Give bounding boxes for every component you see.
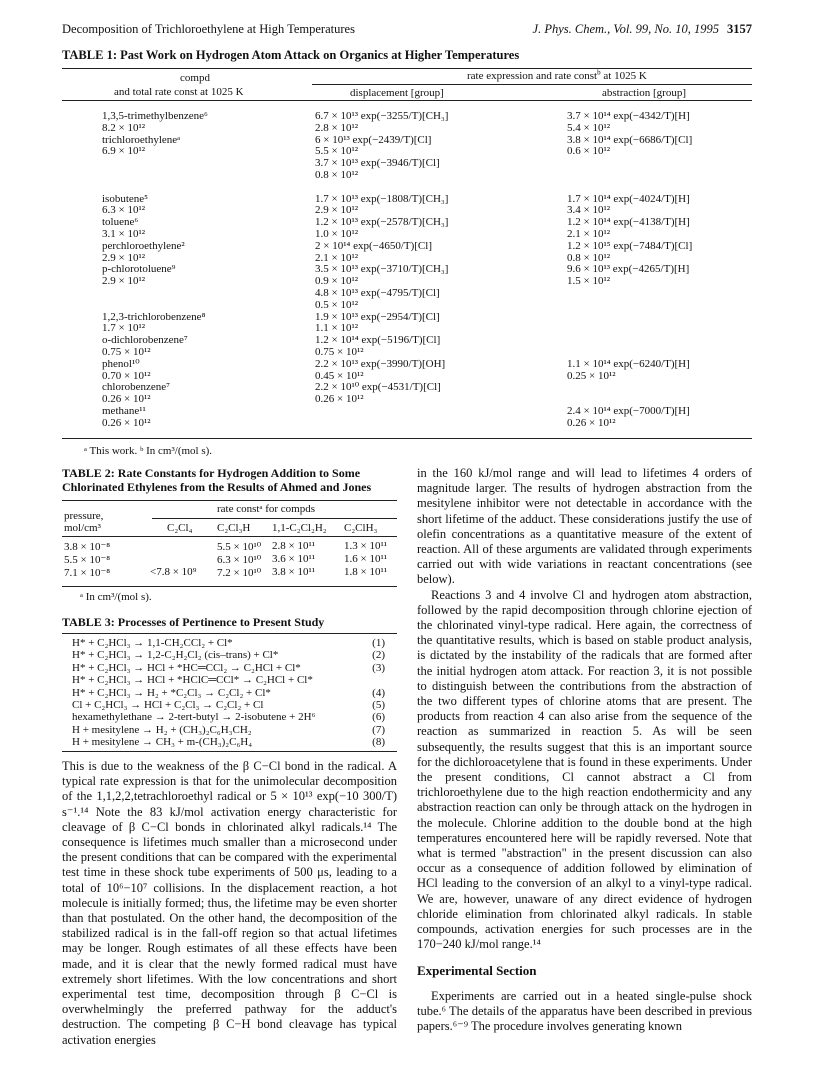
table1-cell — [315, 406, 448, 418]
table1-cell: p-chlorotoluene⁹ — [102, 263, 176, 276]
right-column — [417, 466, 752, 1034]
table2-cell: 7.2 × 10¹⁰ — [217, 567, 262, 579]
table1-head-compd-2: and total rate const at 1025 K — [114, 86, 244, 98]
table1-cell: 2.2 × 10¹³ exp(−3990/T)[OH] — [315, 357, 446, 370]
table1-cell — [102, 288, 208, 300]
table1-cell: 0.6 × 10¹² — [567, 145, 611, 158]
table1-cell: 2.2 × 10¹⁰ exp(−4531/T)[Cl] — [315, 381, 441, 394]
reaction-equation: H* + C₂HCl₃ → HCl + *HClC═CCl* → C₂HCl + Cl* — [72, 674, 313, 687]
table1-cell — [567, 182, 692, 194]
table1-cell: 1.2 × 10¹⁵ exp(−7484/T)[Cl] — [567, 239, 693, 252]
table1-cell: 0.25 × 10¹² — [567, 369, 616, 382]
table3-caption: TABLE 3: Processes of Pertinence to Present Study — [62, 615, 325, 629]
reaction-number: (2) — [372, 649, 385, 662]
table1-cell: 3.5 × 10¹³ exp(−3710/T)[CH₃] — [315, 263, 449, 276]
reaction-number: (6) — [372, 711, 385, 724]
article-title-header: Decomposition of Trichloroethylene at High Temperatures — [62, 22, 355, 36]
reaction-equation: Cl + C₂HCl₃ → HCl + C₂Cl₃ → C₂Cl₂ + Cl — [72, 699, 264, 711]
table1-span-rule — [312, 84, 752, 85]
table1-cell: 1.7 × 10¹⁴ exp(−4024/T)[H] — [567, 192, 690, 205]
table1-cell: 8.2 × 10¹² — [102, 121, 146, 134]
table2-head-units: mol/cm³ — [64, 522, 101, 534]
page-number: 3157 — [727, 22, 752, 36]
table1-cell — [102, 158, 208, 170]
table1-cell: 0.8 × 10¹² — [567, 251, 611, 264]
table2-head-rate: rate constᵃ for compds — [217, 503, 316, 515]
table1-cell: 3.4 × 10¹² — [567, 204, 611, 217]
table1-displacement-column — [315, 111, 448, 430]
table2-cell: 3.8 × 10⁻⁸ — [64, 541, 111, 553]
table2-head-pressure: pressure, — [64, 510, 104, 522]
table2-cell: <7.8 × 10⁹ — [150, 566, 197, 578]
right-paragraph-3: Experiments are carried out in a heated single-pulse shock tube.⁶ The details of the apparatus have been described in previous papers.⁶⁻⁹ The procedure involves generating known — [417, 988, 752, 1033]
reaction-equation: H* + C₂HCl₃ → 1,2-C₂H₂Cl₂ (cis–trans) + Cl* — [72, 649, 279, 662]
table1-cell — [102, 170, 208, 182]
table1-cell: 3.7 × 10¹⁴ exp(−4342/T)[H] — [567, 110, 690, 122]
table2-head-col: 1,1-C₂Cl₂H₂ — [272, 522, 327, 534]
table2-cell: 1.3 × 10¹¹ — [344, 540, 388, 552]
reaction-number: (4) — [372, 686, 385, 699]
table1-head-displacement: displacement [group] — [350, 87, 444, 99]
table1-cell: 1.0 × 10¹² — [315, 227, 359, 240]
table1-cell: 6.3 × 10¹² — [102, 204, 146, 217]
table1-cell: isobutene⁵ — [102, 192, 148, 205]
table1-cell: 1.9 × 10¹³ exp(−2954/T)[Cl] — [315, 310, 440, 323]
table3-row — [62, 674, 397, 686]
reaction-number: (1) — [372, 637, 385, 649]
reaction-equation: hexamethylethane → 2-tert-butyl → 2-isobutene + 2H⁶ — [72, 711, 316, 724]
table1-cell — [102, 182, 208, 194]
table1-cell: 0.26 × 10¹² — [102, 393, 151, 406]
table1-cell: 1,3,5-trimethylbenzene⁶ — [102, 110, 208, 122]
table2-cell: 2.8 × 10¹¹ — [272, 540, 316, 552]
table1-cell: chlorobenzene⁷ — [102, 381, 170, 394]
table1-head-compd: compd — [180, 72, 210, 84]
table1-cell: 2.1 × 10¹² — [567, 227, 611, 240]
table3-row — [62, 736, 397, 748]
table1-cell: 1.7 × 10¹³ exp(−1808/T)[CH₃] — [315, 192, 449, 205]
table2-cell: 1.6 × 10¹¹ — [344, 553, 388, 565]
table1-cell: 6 × 10¹³ exp(−2439/T)[Cl] — [315, 133, 432, 146]
table1-cell: 0.45 × 10¹² — [315, 369, 364, 382]
right-paragraph-1: in the 160 kJ/mol range and will lead to lifetimes 4 orders of magnitude larger. The results of hydrogen abstraction from the mesitylene inhibitor were not detectable in accordance with the short lifetime of the adduct. These considerations justify the use of olefin concentrations as a quantitative measure of the extent of reaction. All of these arguments are validated through experiments carried out with wide variations in reactant concentrations (see below). — [417, 466, 752, 587]
table1-head-rate: rate expression and rate const$^b$ at 1025 K — [467, 68, 647, 82]
table1-cell: 0.9 × 10¹² — [315, 275, 359, 288]
table1-cell: 1.5 × 10¹² — [567, 275, 611, 288]
table1-cell: 2.1 × 10¹² — [315, 251, 359, 264]
table2-head-col: C₂Cl₃H — [217, 522, 251, 534]
table1-cell: 0.26 × 10¹² — [102, 416, 151, 429]
table1-bottom-rule — [62, 438, 752, 439]
journal-name: J. Phys. Chem., Vol. 99, No. 10, 1995 — [532, 22, 719, 36]
reaction-number: (8) — [372, 736, 385, 749]
right-paragraph-2: Reactions 3 and 4 involve Cl and hydrogen atom abstraction, followed by the rapid decomposition through chlorine ejection of the chlorinated vinyl-type radical. Here again, the correctness of the quantitative results, which is based on stable product analysis, is dictated by the instability of the radicals that are formed after the initial hydrogen atom attack. For reaction 3, it is not possible to distinguish between the contributions from the abstraction of the two different types of chlorine atoms that are present. The products from reaction 4 can also arise from the sequence of the reaction as summarized in reaction 5. As will be seen subsequently, the results suggest that this is an important source for the dichloroacetylene that is found in these experiments. Under the present conditions, Cl cannot abstract a Cl from trichloroethylene due to the high reaction endothermicity and any abstraction reaction can only be through attack on the hydrogen in the molecule. Chlorine addition to the double bond at the high temperatures encountered here will be rapidly reversed. Note that what is termed "abstraction" in the present discussion can also occur as a consequence of addition followed by elimination of HCl leading to the conversion of an alkyl to a vinyl-type radical. We are, however, unaware of any direct evidence of hydrogen chloride elimination from chlorinated alkyl radicals. In stable compounds, activation energies for such processes are in the 170−240 kJ/mol range.¹⁴ — [417, 587, 752, 952]
table1-cell: 4.8 × 10¹³ exp(−4795/T)[Cl] — [315, 286, 440, 299]
table3-row — [62, 711, 397, 723]
journal-page — [62, 10, 762, 1060]
table1-cell: 0.75 × 10¹² — [315, 345, 364, 358]
table1-footnote: ᵃ This work. ᵇ In cm³/(mol s). — [84, 445, 213, 457]
table3-row — [62, 699, 397, 711]
reaction-equation: H* + C₂HCl₃ → 1,1-CH₂CCl₂ + Cl* — [72, 637, 233, 649]
table1-cell — [567, 347, 692, 359]
reaction-number: (7) — [372, 723, 385, 736]
table2-caption: TABLE 2: Rate Constants for Hydrogen Addition to Some Chlorinated Ethylenes from the Results of Ahmed and Jones — [62, 466, 372, 494]
table1-cell: toluene⁶ — [102, 216, 139, 229]
table2 — [62, 494, 397, 609]
journal-citation — [533, 22, 752, 37]
table1-cell — [567, 323, 692, 335]
table1-cell: 0.26 × 10¹² — [567, 416, 616, 429]
table1-cell: 0.5 × 10¹² — [315, 298, 359, 311]
table1-cell: methane¹¹ — [102, 404, 146, 417]
table1-cell: 1.2 × 10¹⁴ exp(−4138/T)[H] — [567, 216, 690, 229]
table1-cell — [567, 312, 692, 324]
table2-cell: 3.8 × 10¹¹ — [272, 566, 316, 578]
reaction-equation: H* + C₂HCl₃ → H₂ + *C₂Cl₃ → C₂Cl₂ + Cl* — [72, 686, 271, 699]
table1-cell — [567, 382, 692, 394]
table3-row — [62, 649, 397, 661]
table1-cell — [102, 300, 208, 312]
left-paragraph: This is due to the weakness of the β C−Cl bond in the radical. A typical rate expression is that for the unimolecular decomposition of the 1,1,2,2,tetrachloroethyl radical or 5 × 10¹³ exp(−10 300/T) s⁻¹.¹⁴ Note the 83 kJ/mol activation energy characteristic for cleavage of β C−Cl bonds in chlorinated alkyl radicals.¹⁴ The consequence is lifetimes much smaller than a microsecond under the present conditions that can be compared with the experimental test time in these shock tube experiments of 500 μs, leading to a total of 10⁶−10⁷ collisions. In the displacement reaction, a hot molecule is initially formed; thus, the lifetime may be even shorter than that postulated. On the other hand, the decomposition of the stabilized radical is in the fall-off region so that actual lifetimes may be longer. Rough estimates of all these effects have been made, and it is clear that the newly formed radical must have extremely short lifetimes. With the low concentrations and short experimental test time, decomposition through β C−Cl is overwhelmingly the preferred pathway for the adduct's destruction. The competing β C−H bond cleavage has typical activation energies — [62, 759, 397, 1047]
table1-cell: 2.9 × 10¹² — [102, 251, 146, 264]
section-heading: Experimental Section — [417, 962, 537, 978]
table3-row — [62, 637, 397, 649]
left-column — [62, 466, 397, 1048]
table2-cell: 7.1 × 10⁻⁸ — [64, 567, 111, 579]
table2-cell: 6.3 × 10¹⁰ — [217, 554, 262, 566]
reaction-equation: H + mesitylene → H₂ + (CH₃)₂C₆H₃CH₂ — [72, 723, 252, 736]
table1-cell: 1.2 × 10¹³ exp(−2578/T)[CH₃] — [315, 216, 449, 229]
table1-head-abstraction: abstraction [group] — [602, 87, 686, 99]
table1-cell: 0.75 × 10¹² — [102, 345, 151, 358]
table1-head-rule — [62, 100, 752, 101]
table1-cell: 2.4 × 10¹⁴ exp(−7000/T)[H] — [567, 404, 690, 417]
table1-cell: 2 × 10¹⁴ exp(−4650/T)[Cl] — [315, 239, 432, 252]
table1-cell: 5.5 × 10¹² — [315, 145, 359, 158]
table3-row — [62, 687, 397, 699]
table2-cell: 3.6 × 10¹¹ — [272, 553, 316, 565]
table1-cell — [567, 300, 692, 312]
table3-row — [62, 724, 397, 736]
table2-cell: 5.5 × 10⁻⁸ — [64, 554, 111, 566]
table1-cell — [315, 418, 448, 430]
table1-cell: 1.1 × 10¹⁴ exp(−6240/T)[H] — [567, 357, 690, 370]
table1-cell: 3.8 × 10¹⁴ exp(−6686/T)[Cl] — [567, 133, 693, 146]
table1-cell: 9.6 × 10¹³ exp(−4265/T)[H] — [567, 263, 690, 276]
table1-compound-column — [102, 111, 208, 430]
table1-abstraction-column — [567, 111, 692, 430]
table1-cell: 3.7 × 10¹³ exp(−3946/T)[Cl] — [315, 157, 440, 170]
table1-caption: TABLE 1: Past Work on Hydrogen Atom Attack on Organics at Higher Temperatures — [62, 48, 520, 62]
table1-cell: 6.9 × 10¹² — [102, 145, 146, 158]
table2-footnote: ᵃ In cm³/(mol s). — [80, 591, 152, 603]
table1-cell: 1.1 × 10¹² — [315, 322, 359, 335]
table1-cell — [567, 158, 692, 170]
table1-cell — [567, 170, 692, 182]
table1-cell: perchloroethylene² — [102, 239, 185, 252]
table1-cell: o-dichlorobenzene⁷ — [102, 334, 188, 347]
table2-cell: 5.5 × 10¹⁰ — [217, 541, 262, 553]
table1-cell: 1.7 × 10¹² — [102, 322, 146, 335]
table1-cell: 0.70 × 10¹² — [102, 369, 151, 382]
table1-cell: phenol¹⁰ — [102, 357, 140, 370]
reaction-equation: H* + C₂HCl₃ → HCl + *HC═CCl₂ → C₂HCl + Cl* — [72, 661, 301, 674]
table1-cell: 2.8 × 10¹² — [315, 121, 359, 134]
table2-cell: 1.8 × 10¹¹ — [344, 566, 388, 578]
reaction-number: (3) — [372, 661, 385, 674]
table1-cell: 0.8 × 10¹² — [315, 168, 359, 181]
table3-row — [62, 662, 397, 674]
table1-cell: 2.9 × 10¹² — [315, 204, 359, 217]
table1-cell: 1.2 × 10¹⁴ exp(−5196/T)[Cl] — [315, 334, 441, 347]
table1-cell — [567, 288, 692, 300]
running-head — [62, 22, 752, 42]
table2-head-col: C₂Cl₄ — [167, 522, 193, 534]
table1-cell: trichloroethyleneᵃ — [102, 133, 181, 146]
table3 — [62, 629, 397, 759]
table1-cell — [567, 335, 692, 347]
table1-cell: 1,2,3-trichlorobenzene⁸ — [102, 310, 206, 323]
table1-cell: 2.9 × 10¹² — [102, 275, 146, 288]
reaction-equation: H + mesitylene → CH₃ + m-(CH₃)₂C₆H₄ — [72, 736, 253, 749]
table1-cell — [315, 182, 448, 194]
table1-cell: 5.4 × 10¹² — [567, 121, 611, 134]
table1-cell: 3.1 × 10¹² — [102, 227, 146, 240]
table1-top-rule — [62, 68, 752, 69]
table1-cell: 0.26 × 10¹² — [315, 393, 364, 406]
table2-head-col: C₂ClH₃ — [344, 522, 378, 534]
table1-cell: 6.7 × 10¹³ exp(−3255/T)[CH₃] — [315, 110, 449, 122]
reaction-number: (5) — [372, 699, 385, 711]
